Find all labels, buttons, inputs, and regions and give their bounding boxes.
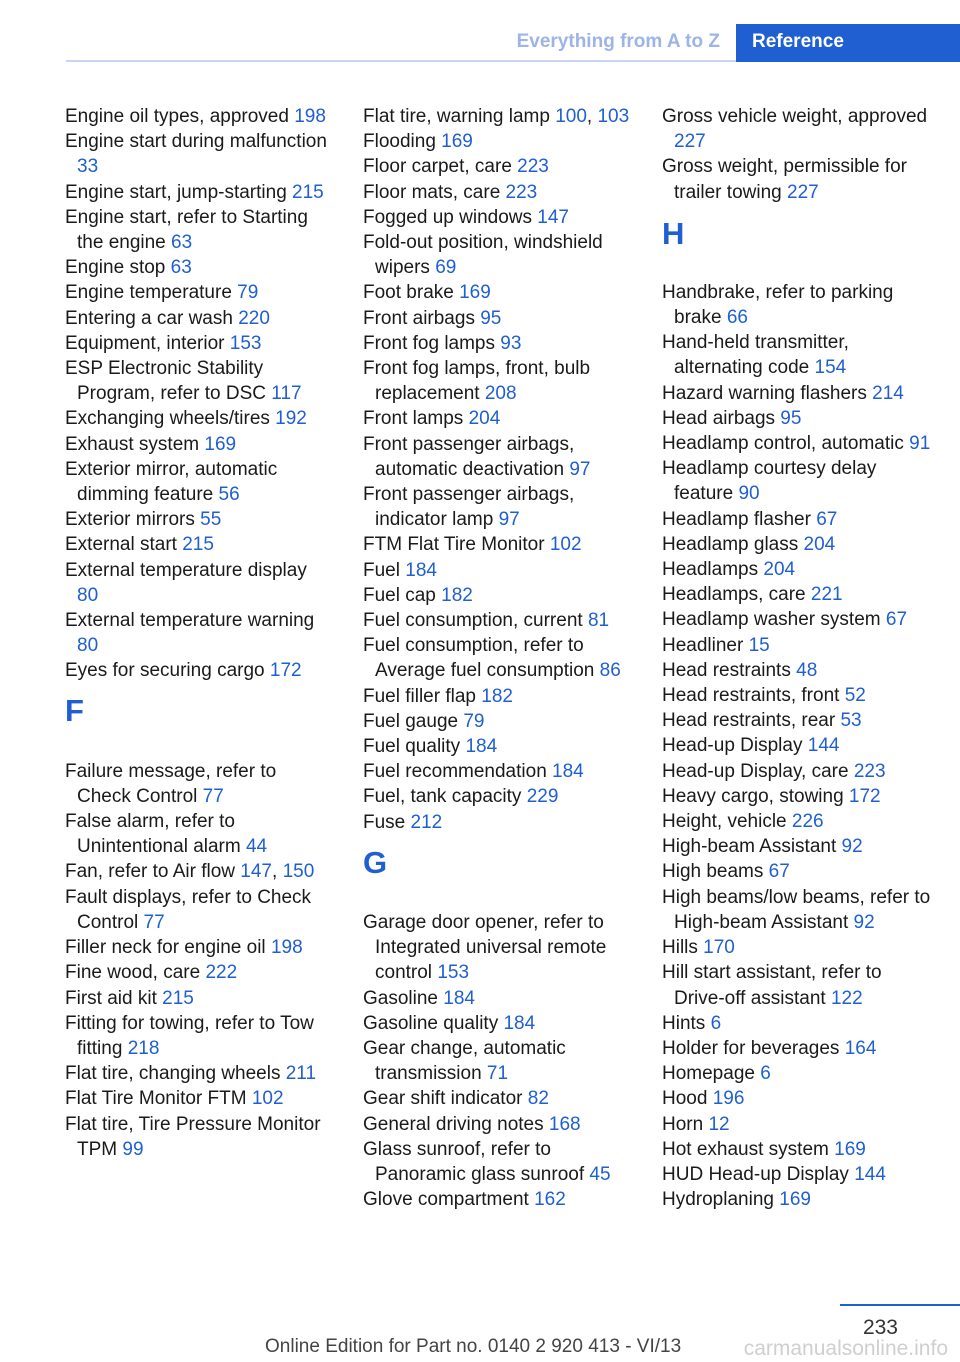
index-entry xyxy=(65,558,333,608)
page-reference-link[interactable]: 12 xyxy=(708,1113,730,1135)
index-entry-text: Height, vehicle xyxy=(662,811,792,833)
index-entry xyxy=(363,406,631,431)
index-entry xyxy=(363,280,631,305)
index-entry xyxy=(662,330,934,380)
page-reference-link[interactable]: 212 xyxy=(410,811,443,833)
page-reference-link[interactable]: 86 xyxy=(599,660,621,682)
page-reference-link[interactable]: 169 xyxy=(459,282,491,304)
page-reference-link[interactable]: 153 xyxy=(437,962,470,984)
index-entry-text: Exterior mirror, automatic dimming feature xyxy=(65,458,278,506)
index-entry xyxy=(662,885,934,935)
index-entry xyxy=(662,1086,934,1111)
index-entry-text: Homepage xyxy=(662,1063,761,1085)
page-reference-link[interactable]: 184 xyxy=(405,559,437,581)
page-reference-link[interactable]: 170 xyxy=(703,937,735,959)
index-entry xyxy=(662,658,934,683)
index-entry xyxy=(65,306,333,331)
index-entry-text: Filler neck for engine oil xyxy=(65,937,271,959)
index-entry-text: Equipment, interior xyxy=(65,332,230,354)
index-entry xyxy=(65,935,333,960)
index-entry-text: High beams/low beams, refer to High-beam Assistant xyxy=(662,886,931,933)
index-entry xyxy=(662,784,934,809)
index-entry xyxy=(65,1112,333,1162)
index-entry xyxy=(363,331,631,356)
page-reference-link[interactable]: 77 xyxy=(202,785,224,807)
index-entry xyxy=(65,180,333,205)
page-reference-link[interactable]: 227 xyxy=(674,131,706,153)
index-entry-text: Fuel, tank capacity xyxy=(363,786,527,808)
index-entry-text: Fuel consumption, current xyxy=(363,610,588,632)
index-entry xyxy=(662,104,934,154)
index-entry-text: Flooding xyxy=(363,131,442,153)
index-entry xyxy=(662,1137,934,1162)
index-entry-text: External temperature display xyxy=(65,559,307,581)
index-entry xyxy=(65,507,333,532)
index-entry xyxy=(662,557,934,582)
page-reference-link[interactable]: 211 xyxy=(285,1063,317,1085)
index-entry xyxy=(363,709,631,734)
index-entry-text: Headlamps xyxy=(662,559,764,581)
page-reference-link[interactable]: 221 xyxy=(810,584,843,606)
index-entry xyxy=(662,1011,934,1036)
index-entry-text: Foot brake xyxy=(363,282,460,304)
page-reference-link[interactable]: 53 xyxy=(840,710,862,732)
page-reference-link[interactable]: 92 xyxy=(841,836,863,858)
index-entry xyxy=(363,1112,631,1137)
page-reference-link[interactable]: 67 xyxy=(885,609,908,631)
page-reference-link[interactable]: 93 xyxy=(500,332,522,354)
page-reference-link[interactable]: 218 xyxy=(127,1037,160,1059)
index-entry-text: Holder for beverages xyxy=(662,1037,845,1059)
index-entry-text: First aid kit xyxy=(65,987,163,1009)
index-entry xyxy=(662,733,934,758)
index-entry xyxy=(363,129,631,154)
page-reference-link[interactable]: 117 xyxy=(271,383,302,405)
index-entry xyxy=(363,1011,631,1036)
index-entry-text: Gasoline xyxy=(363,987,444,1009)
index-entry-text: Flat tire, warning lamp xyxy=(363,106,556,127)
index-entry-text: Head restraints, rear xyxy=(662,710,841,732)
index-entry-text: Glass sunroof, refer to Panoramic glass sunroof xyxy=(363,1138,590,1185)
index-entry xyxy=(65,608,333,658)
index-entry-text: Exhaust system xyxy=(65,433,205,455)
page-reference-link[interactable]: 150 xyxy=(282,861,315,883)
index-entry-text: Hand-held transmitter, alternating code xyxy=(662,332,849,379)
index-entry-text: Fold-out position, windshield wipers xyxy=(363,232,603,279)
index-entry-text: Head airbags xyxy=(662,407,781,429)
page-reference-link[interactable]: 97 xyxy=(498,509,520,531)
index-entry xyxy=(65,658,333,683)
index-entry xyxy=(662,708,934,733)
index-entry xyxy=(363,734,631,759)
index-letter-heading: H xyxy=(662,215,685,251)
index-letter-heading: G xyxy=(363,844,388,880)
page-reference-link[interactable]: 69 xyxy=(435,257,457,279)
index-column-2 xyxy=(363,104,631,1212)
index-entry-text: FTM Flat Tire Monitor xyxy=(363,534,550,556)
index-entry xyxy=(662,1061,934,1086)
index-entry xyxy=(662,406,934,431)
index-entry xyxy=(363,810,631,835)
page-reference-link[interactable]: 67 xyxy=(768,861,790,883)
page-reference-link[interactable]: 215 xyxy=(162,987,194,1009)
index-entry xyxy=(662,381,934,406)
index-entry xyxy=(662,759,934,784)
page-reference-link[interactable]: 44 xyxy=(245,836,268,858)
index-entry: Fan, refer to Air flow 147, 150 xyxy=(65,861,315,883)
index-entry xyxy=(65,960,333,985)
index-entry-text: Heavy cargo, stowing xyxy=(662,785,849,807)
page-reference-link[interactable]: 227 xyxy=(787,181,819,203)
index-entry-text: High-beam Assistant xyxy=(662,836,842,858)
index-entry-text: Hills xyxy=(662,937,704,959)
page-reference-link[interactable]: 184 xyxy=(465,736,498,758)
index-entry xyxy=(65,1061,333,1086)
index-entry xyxy=(363,1137,631,1187)
page-reference-link[interactable]: 122 xyxy=(830,987,863,1009)
index-entry xyxy=(363,986,631,1011)
index-entry xyxy=(662,456,934,506)
edition-line: Online Edition for Part no. 0140 2 920 413 - VI/13 xyxy=(265,1336,682,1357)
index-entry xyxy=(662,809,934,834)
index-entry-text: Floor carpet, care xyxy=(363,156,518,178)
page-reference-link[interactable]: 169 xyxy=(834,1138,866,1160)
page-reference-link[interactable]: 162 xyxy=(534,1189,566,1211)
index-entry-text: Fault displays, refer to Check Control xyxy=(65,886,312,933)
page-reference-link[interactable]: 6 xyxy=(710,1012,722,1034)
page-reference-link[interactable]: 169 xyxy=(441,131,473,153)
page-reference-link[interactable]: 198 xyxy=(294,106,326,127)
index-entry-text: Gear change, automatic transmission xyxy=(363,1037,566,1085)
index-entry xyxy=(65,457,333,507)
index-entry-text: Head-up Display xyxy=(662,735,808,757)
index-entry xyxy=(363,633,631,683)
index-entry xyxy=(363,784,631,809)
watermark: carmanualsonline.info xyxy=(743,1337,948,1360)
index-entry-text: Engine start, jump-starting xyxy=(65,181,293,203)
index-entry-text: Hill start assistant, refer to Drive-off assistant xyxy=(662,962,882,1009)
index-entry-text: Gross weight, permissible for trailer towing xyxy=(662,156,907,203)
index-entry-text: Engine start during malfunction xyxy=(65,131,327,153)
index-entry-text: Headlamp glass xyxy=(662,533,804,555)
page-reference-link[interactable]: 147 xyxy=(240,861,272,883)
page-reference-link[interactable]: 164 xyxy=(844,1037,877,1059)
index-entry-text: Headliner xyxy=(662,634,749,656)
index-entry xyxy=(363,759,631,784)
index-entry-text: External start xyxy=(65,534,183,556)
index-entry xyxy=(662,1187,934,1212)
index-entry-text: Handbrake, refer to parking brake xyxy=(662,281,894,329)
index-entry-text: General driving notes xyxy=(363,1113,549,1135)
page-reference-link[interactable]: 154 xyxy=(814,357,847,379)
page-reference-link[interactable]: 147 xyxy=(537,206,569,228)
page-reference-link[interactable]: 223 xyxy=(505,181,538,203)
index-entry-text: Flat Tire Monitor FTM xyxy=(65,1088,252,1110)
index-entry xyxy=(662,1112,934,1137)
page-reference-link[interactable]: 222 xyxy=(205,962,238,984)
index-entry xyxy=(65,280,333,305)
index-entry xyxy=(662,633,934,658)
page-reference-link[interactable]: 226 xyxy=(791,811,824,833)
index-entry-text: Head restraints, front xyxy=(662,685,845,707)
index-entry-text: Fan, refer to Air flow xyxy=(65,861,241,883)
index-entry xyxy=(363,482,631,532)
index-entry-text: Front passenger airbags, automatic deactivation xyxy=(363,433,575,480)
page-reference-link[interactable]: 223 xyxy=(853,760,886,782)
page-reference-link[interactable]: 220 xyxy=(238,307,270,329)
page-reference-link[interactable]: 45 xyxy=(589,1163,611,1185)
index-entry xyxy=(363,1036,631,1086)
page-reference-link[interactable]: 48 xyxy=(796,659,818,681)
index-entry xyxy=(363,306,631,331)
page-reference-link[interactable]: 63 xyxy=(171,232,193,254)
page-reference-link[interactable]: 56 xyxy=(218,484,240,506)
index-entry xyxy=(65,129,333,179)
page-reference-link[interactable]: 95 xyxy=(480,307,502,329)
index-entry xyxy=(65,205,333,255)
index-entry-text: Garage door opener, refer to Integrated universal remote control xyxy=(363,911,607,984)
index-entry-text: Fuse xyxy=(363,811,411,833)
page-reference-link[interactable]: 192 xyxy=(275,408,307,430)
page-reference-link[interactable]: 182 xyxy=(441,584,473,606)
index-entry xyxy=(65,809,333,859)
page-reference-link[interactable]: 6 xyxy=(760,1063,771,1085)
index-entry-text: Exterior mirrors xyxy=(65,509,201,531)
index-entry-text: External temperature warning xyxy=(65,610,315,632)
reference-tab[interactable]: Reference xyxy=(736,24,960,62)
index-entry-text: Headlamp flasher xyxy=(662,508,817,530)
page-reference-link[interactable]: 215 xyxy=(292,181,324,203)
index-entry-text: Front fog lamps, front, bulb replacement xyxy=(363,358,591,405)
index-entry xyxy=(65,104,333,129)
index-entry: Flat tire, warning lamp 100, 103 xyxy=(363,106,630,127)
index-entry-text: Gear shift indicator xyxy=(363,1088,528,1110)
index-entry-text: Fine wood, care xyxy=(65,962,206,984)
page-reference-link[interactable]: 204 xyxy=(803,533,836,555)
page-reference-link[interactable]: 144 xyxy=(854,1163,886,1185)
index-entry-text: Front airbags xyxy=(363,307,481,329)
index-entry xyxy=(363,1086,631,1111)
index-entry xyxy=(65,532,333,557)
index-entry-text: Front passenger airbags, indicator lamp xyxy=(363,484,575,531)
index-entry-text: Flat tire, changing wheels xyxy=(65,1063,286,1085)
index-entry-text: Failure message, refer to Check Control xyxy=(65,760,277,807)
index-column-1 xyxy=(65,104,333,1162)
page-reference-link[interactable]: 67 xyxy=(816,508,838,530)
index-entry xyxy=(662,683,934,708)
index-entry xyxy=(363,558,631,583)
index-letter-heading: F xyxy=(65,692,84,728)
page-reference-link[interactable]: 153 xyxy=(229,332,262,354)
index-entry-text: HUD Head-up Display xyxy=(662,1163,855,1185)
index-entry-text: Headlamp courtesy delay feature xyxy=(662,458,877,505)
index-entry-text: Engine oil types, approved xyxy=(65,106,295,127)
index-entry xyxy=(65,356,333,406)
page-reference-link[interactable]: 79 xyxy=(237,282,259,304)
page-reference-link[interactable]: 172 xyxy=(269,660,302,682)
index-entry-text: High beams xyxy=(662,861,769,883)
index-entry xyxy=(65,1086,333,1111)
index-entry xyxy=(662,607,934,632)
index-entry-text: Fuel cap xyxy=(363,584,442,606)
page-header xyxy=(0,0,960,64)
index-entry xyxy=(363,356,631,406)
index-entry-text: Fuel recommendation xyxy=(363,761,553,783)
index-entry xyxy=(363,205,631,230)
page-reference-link[interactable]: 196 xyxy=(712,1088,745,1110)
index-entry-text: Fuel consumption, refer to Average fuel consumption xyxy=(363,635,600,682)
index-entry-text: Gross vehicle weight, approved xyxy=(662,106,928,127)
index-entry-text: Head restraints xyxy=(662,659,797,681)
index-entry-text: Exchanging wheels/tires xyxy=(65,408,276,430)
index-entry-text: Floor mats, care xyxy=(363,181,506,203)
page-reference-link[interactable]: 63 xyxy=(170,257,192,279)
index-entry-text: Head-up Display, care xyxy=(662,760,854,782)
index-entry xyxy=(363,180,631,205)
index-entry xyxy=(65,1011,333,1061)
index-entry-text: Fitting for towing, refer to Tow fitting xyxy=(65,1012,314,1059)
page-reference-link[interactable]: 80 xyxy=(77,584,99,606)
index-entry xyxy=(65,255,333,280)
index-entry xyxy=(363,432,631,482)
page-reference-link[interactable]: 100 xyxy=(555,106,587,127)
page-reference-link[interactable]: 99 xyxy=(122,1138,144,1160)
index-entry xyxy=(363,910,631,986)
page-reference-link[interactable]: 198 xyxy=(270,937,303,959)
index-entry xyxy=(662,935,934,960)
index-entry xyxy=(65,331,333,356)
index-entry xyxy=(662,507,934,532)
index-entry-text: Headlamps, care xyxy=(662,584,811,606)
page-reference-link[interactable]: 97 xyxy=(569,458,591,480)
index-entry xyxy=(662,582,934,607)
page-reference-link[interactable]: 208 xyxy=(484,383,517,405)
page-reference-link[interactable]: 81 xyxy=(587,610,610,632)
page-reference-link[interactable]: 92 xyxy=(853,911,875,933)
footer-rule xyxy=(840,1304,960,1306)
index-entry-text: ESP Electronic Stability Program, refer to DSC xyxy=(65,358,272,405)
page-reference-link[interactable]: 169 xyxy=(779,1189,811,1211)
index-entry-text: Fuel xyxy=(363,559,406,581)
index-entry xyxy=(363,608,631,633)
index-entry-text: Headlamp control, automatic xyxy=(662,433,910,455)
index-entry xyxy=(662,859,934,884)
index-entry-text: Fuel quality xyxy=(363,736,466,758)
index-entry-text: Hints xyxy=(662,1012,711,1034)
page-reference-link[interactable]: 172 xyxy=(848,785,881,807)
index-entry xyxy=(363,154,631,179)
page-reference-link[interactable]: 204 xyxy=(763,559,796,581)
index-entry-text: Fogged up windows xyxy=(363,206,538,228)
page-reference-link[interactable]: 184 xyxy=(503,1012,536,1034)
page-reference-link[interactable]: 169 xyxy=(204,433,237,455)
page-reference-link[interactable]: 91 xyxy=(909,433,931,455)
index-entry xyxy=(65,432,333,457)
page-reference-link[interactable]: 77 xyxy=(143,911,165,933)
page-reference-link[interactable]: 82 xyxy=(527,1088,549,1110)
page-reference-link[interactable]: 168 xyxy=(548,1113,581,1135)
page-reference-link[interactable]: 102 xyxy=(549,534,582,556)
page-reference-link[interactable]: 229 xyxy=(526,786,559,808)
page-reference-link[interactable]: 15 xyxy=(748,634,770,656)
page-reference-link[interactable]: 102 xyxy=(251,1088,284,1110)
index-entry-text: Glove compartment xyxy=(363,1189,535,1211)
index-entry xyxy=(662,431,934,456)
index-entry-text: Fuel filler flap xyxy=(363,685,482,707)
page-reference-link[interactable]: 71 xyxy=(486,1063,509,1085)
page-reference-link[interactable]: 95 xyxy=(780,407,802,429)
index-column-3 xyxy=(662,104,934,1212)
index-entry-text: Eyes for securing cargo xyxy=(65,660,270,682)
index-entry-text: Horn xyxy=(662,1113,709,1135)
index-entry-text: Gasoline quality xyxy=(363,1012,504,1034)
section-title: Everything from A to Z xyxy=(516,31,720,52)
index-entry xyxy=(363,1187,631,1212)
index-entry xyxy=(662,154,934,204)
page-reference-link[interactable]: 33 xyxy=(77,156,99,178)
index-entry xyxy=(662,280,934,330)
index-entry xyxy=(662,960,934,1010)
index-entry-text: Fuel gauge xyxy=(363,710,464,732)
page-reference-link[interactable]: 52 xyxy=(844,685,866,707)
index-entry xyxy=(65,986,333,1011)
index-entry xyxy=(662,1162,934,1187)
index-entry-text: Entering a car wash xyxy=(65,307,239,329)
page-reference-link[interactable]: 80 xyxy=(77,635,99,657)
page-reference-link[interactable]: 215 xyxy=(182,534,214,556)
page-reference-link[interactable]: 90 xyxy=(738,483,760,505)
page-reference-link[interactable]: 204 xyxy=(468,408,501,430)
index-entry-text: Engine start, refer to Starting the engine xyxy=(65,206,308,254)
index-entry xyxy=(363,583,631,608)
index-entry-text: Hazard warning flashers xyxy=(662,382,873,404)
index-entry xyxy=(363,230,631,280)
index-entry-text: Hood xyxy=(662,1088,713,1110)
page-number: 233 xyxy=(862,1316,898,1339)
index-entry xyxy=(662,834,934,859)
page-reference-link[interactable]: 223 xyxy=(517,156,549,178)
page-reference-link[interactable]: 184 xyxy=(552,761,584,783)
index-entry-text: Front lamps xyxy=(363,408,469,430)
page-reference-link[interactable]: 55 xyxy=(200,509,222,531)
index-entry xyxy=(65,406,333,431)
index-entry-text: False alarm, refer to Unintentional alarm xyxy=(65,811,246,858)
index-entry-text: Engine temperature xyxy=(65,282,238,304)
page-reference-link[interactable]: 182 xyxy=(481,685,513,707)
index-entry xyxy=(363,684,631,709)
index-entry xyxy=(65,759,333,809)
page-reference-link[interactable]: 66 xyxy=(726,307,748,329)
index-entry xyxy=(65,885,333,935)
page-reference-link[interactable]: 214 xyxy=(872,382,904,404)
index-entry xyxy=(363,532,631,557)
index-entry-text: Hot exhaust system xyxy=(662,1138,835,1160)
page-reference-link[interactable]: 144 xyxy=(807,735,840,757)
index-entry-text: Flat tire, Tire Pressure Monitor TPM xyxy=(65,1113,321,1160)
index-entry xyxy=(662,1036,934,1061)
index-entry-text: Hydroplaning xyxy=(662,1189,780,1211)
index-entry-text: Headlamp washer system xyxy=(662,609,886,631)
page-reference-link[interactable]: 184 xyxy=(443,987,475,1009)
index-entry xyxy=(662,532,934,557)
page-reference-link[interactable]: 79 xyxy=(463,710,485,732)
page-reference-link[interactable]: 103 xyxy=(597,106,630,127)
index-entry-text: Engine stop xyxy=(65,257,171,279)
index-entry-text: Front fog lamps xyxy=(363,332,501,354)
